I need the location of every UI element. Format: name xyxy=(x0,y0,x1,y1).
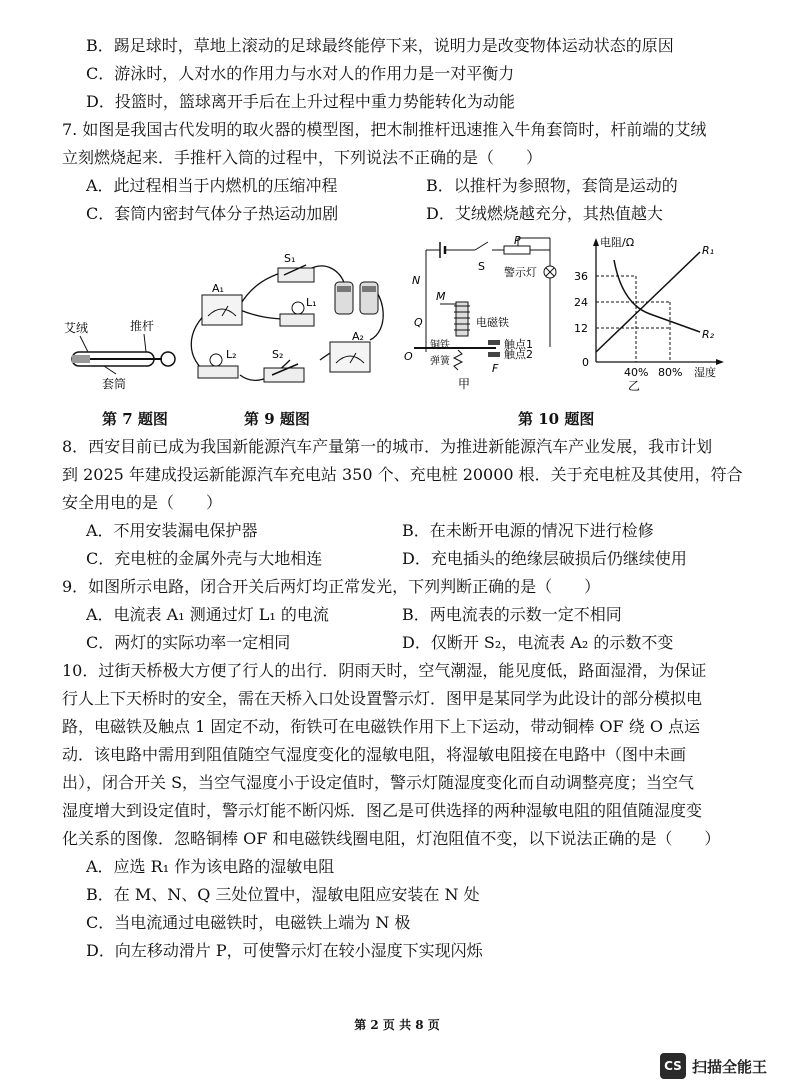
y-tick-0: 0 xyxy=(582,356,589,369)
q10-stem-line7: 化关系的图像．忽略铜棒 OF 和电磁铁线圈电阻，灯泡阻值不变，以下说法正确的是（ ） xyxy=(62,829,721,848)
label-r2: R₂ xyxy=(702,328,715,341)
y-tick-12: 12 xyxy=(574,322,588,335)
q7-stem-line1: 7. 如图是我国古代发明的取火器的模型图，把木制推杆迅速推入牛角套筒时，杆前端的艾绒 xyxy=(62,120,707,139)
q10-stem-line6: 湿度增大到设定值时，警示灯能不断闪烁．图乙是可供选择的两种湿敏电阻的阻值随湿度变 xyxy=(62,801,703,820)
label-jia: 甲 xyxy=(458,377,471,391)
q10-stem-line4: 动．该电路中需用到阻值随空气湿度变化的湿敏电阻，将湿敏电阻接在电路中（图中未画 xyxy=(62,745,687,764)
q8-option-b: B．在未断开电源的情况下进行检修 xyxy=(402,521,654,540)
label-airong: 艾绒 xyxy=(64,321,89,335)
label-p: P xyxy=(514,234,521,247)
q6-option-b: B．踢足球时，草地上滚动的足球最终能停下来，说明力是改变物体运动状态的原因 xyxy=(86,36,674,55)
q9-stem-line1: 9．如图所示电路，闭合开关后两灯均正常发光，下列判断正确的是（ ） xyxy=(62,577,601,596)
q7-stem-line2: 立刻燃烧起来．手推杆入筒的过程中，下列说法不正确的是（ ） xyxy=(62,148,543,167)
q7-option-c: C．套筒内密封气体分子热运动加剧 xyxy=(86,204,339,223)
label-contact1: 触点1 xyxy=(504,338,533,351)
label-yi: 乙 xyxy=(628,379,641,392)
scanner-watermark xyxy=(660,1053,767,1079)
figure-9-circuit xyxy=(180,250,395,400)
label-r1: R₁ xyxy=(702,244,715,257)
q8-stem-line3: 安全用电的是（ ） xyxy=(62,493,223,512)
label-tuigan: 推杆 xyxy=(130,319,155,333)
x-axis-label: 湿度 xyxy=(694,366,716,379)
figure-7-fire-piston xyxy=(58,310,188,400)
figure-10-caption: 第 10 题图 xyxy=(518,410,595,428)
label-m: M xyxy=(436,290,446,303)
figure-9-caption: 第 9 题图 xyxy=(244,410,310,428)
curve-r2 xyxy=(614,260,700,332)
q7-option-a: A．此过程相当于内燃机的压缩冲程 xyxy=(86,176,338,195)
figure-10-jia-circuit xyxy=(400,232,565,392)
q10-stem-line5: 出），闭合开关 S，当空气湿度小于设定值时，警示灯随湿度变化而自动调整亮度；当空气 xyxy=(62,773,695,792)
label-f: F xyxy=(492,362,499,375)
label-o: O xyxy=(404,350,413,363)
label-contact2: 触点2 xyxy=(504,348,533,361)
label-a2: A₂ xyxy=(352,330,364,343)
q6-option-c: C．游泳时，人对水的作用力与水对人的作用力是一对平衡力 xyxy=(86,64,515,83)
label-lamp: 警示灯 xyxy=(504,266,537,279)
x-tick-40: 40% xyxy=(624,366,649,379)
q10-option-d: D．向左移动滑片 P，可使警示灯在较小湿度下实现闪烁 xyxy=(86,941,483,960)
q9-option-d: D．仅断开 S₂，电流表 A₂ 的示数不变 xyxy=(402,633,674,652)
label-l2: L₂ xyxy=(226,348,237,361)
figure-7-caption: 第 7 题图 xyxy=(102,410,168,428)
label-l1: L₁ xyxy=(306,296,317,309)
q10-option-a: A．应选 R₁ 作为该电路的湿敏电阻 xyxy=(86,857,335,876)
q8-stem-line1: 8．西安目前已成为我国新能源汽车产量第一的城市．为推进新能源汽车产业发展，我市计划 xyxy=(62,437,713,456)
q8-stem-line2: 到 2025 年建成投运新能源汽车充电站 350 个、充电桩 20000 根．关于充电桩及其使用，符合 xyxy=(62,465,743,484)
label-taotong: 套筒 xyxy=(102,377,127,391)
q9-option-c: C．两灯的实际功率一定相同 xyxy=(86,633,291,652)
label-s2: S₂ xyxy=(272,348,284,361)
label-spring: 弹簧 xyxy=(430,356,450,367)
y-tick-36: 36 xyxy=(574,270,588,283)
camscanner-logo-icon: CS xyxy=(660,1053,686,1079)
label-q: Q xyxy=(414,316,423,329)
y-tick-24: 24 xyxy=(574,296,588,309)
page-number: 第 2 页 共 8 页 xyxy=(354,1018,440,1032)
q9-option-a: A．电流表 A₁ 测通过灯 L₁ 的电流 xyxy=(86,605,329,624)
label-magnet: 电磁铁 xyxy=(476,316,509,329)
x-tick-80: 80% xyxy=(658,366,683,379)
q10-option-b: B．在 M、N、Q 三处位置中，湿敏电阻应安装在 N 处 xyxy=(86,885,480,904)
q8-option-d: D．充电插头的绝缘层破损后仍继续使用 xyxy=(402,549,687,568)
q8-option-c: C．充电桩的金属外壳与大地相连 xyxy=(86,549,323,568)
y-axis-label: 电阻/Ω xyxy=(600,236,635,249)
label-s: S xyxy=(478,260,485,273)
label-a1: A₁ xyxy=(212,282,224,295)
label-copper: 铜铁 xyxy=(430,340,450,351)
q10-stem-line2: 行人上下天桥时的安全，需在天桥入口处设置警示灯．图甲是某同学为此设计的部分模拟电 xyxy=(62,689,703,708)
q10-stem-line1: 10．过街天桥极大方便了行人的出行．阴雨天时，空气潮湿，能见度低，路面湿滑，为保证 xyxy=(62,661,707,680)
scanner-app-name: 扫描全能王 xyxy=(692,1057,768,1076)
q10-stem-line3: 路，电磁铁及触点 1 固定不动，衔铁可在电磁铁作用下上下运动，带动铜棒 OF 绕 O 点运 xyxy=(62,717,701,736)
figure-10-yi-graph xyxy=(570,232,730,392)
q10-option-c: C．当电流通过电磁铁时，电磁铁上端为 N 极 xyxy=(86,913,411,932)
q9-option-b: B．两电流表的示数一定不相同 xyxy=(402,605,622,624)
label-s1: S₁ xyxy=(284,252,296,265)
q7-option-b: B．以推杆为参照物，套筒是运动的 xyxy=(426,176,678,195)
q7-option-d: D．艾绒燃烧越充分，其热值越大 xyxy=(426,204,663,223)
q8-option-a: A．不用安装漏电保护器 xyxy=(86,521,258,540)
q6-option-d: D．投篮时，篮球离开手后在上升过程中重力势能转化为动能 xyxy=(86,92,515,111)
label-n: N xyxy=(412,274,421,287)
